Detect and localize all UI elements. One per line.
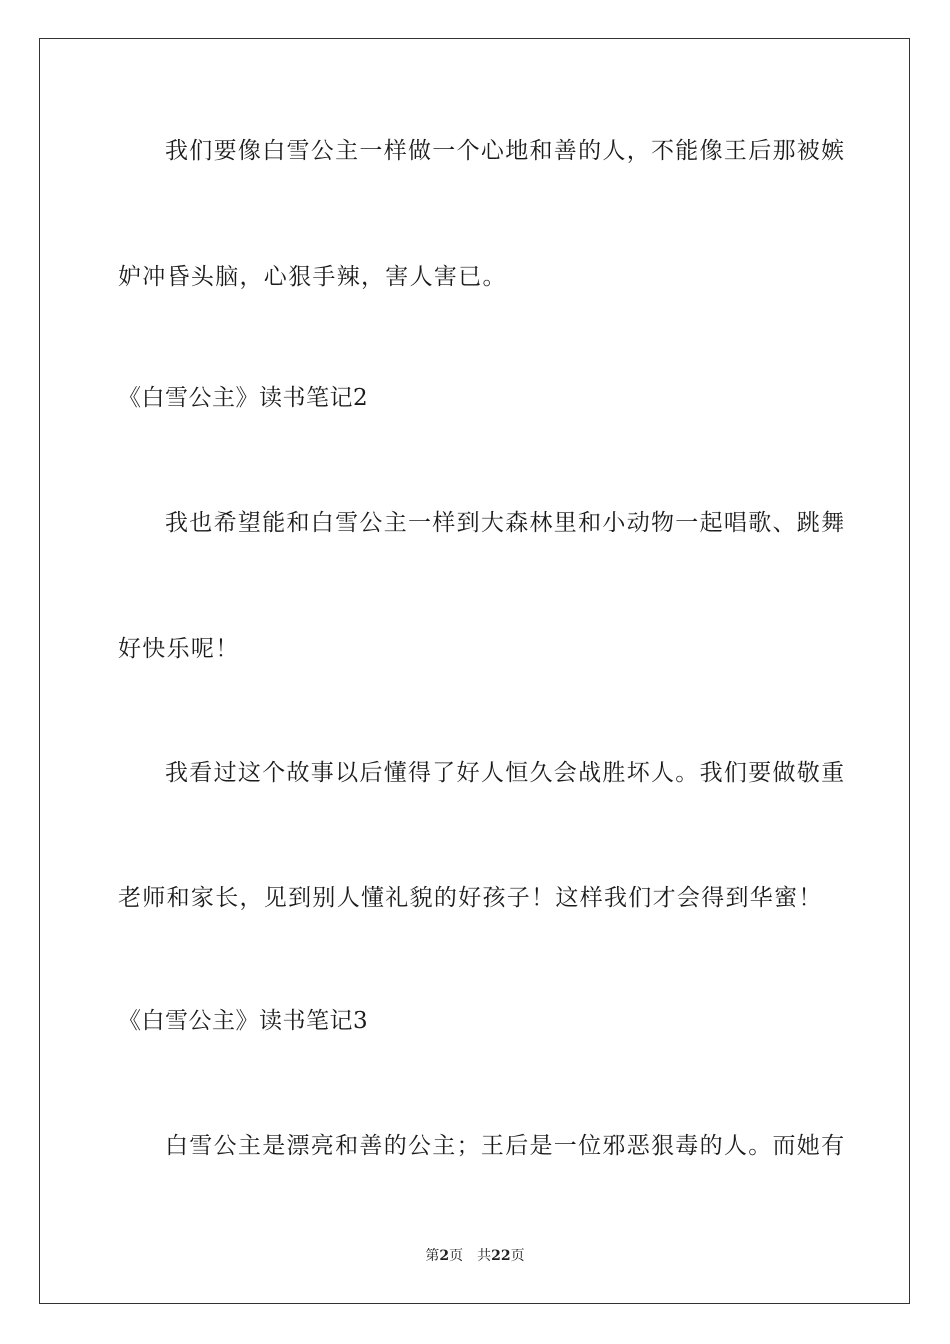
paragraph-3-line-2: 老师和家长，见到别人懂礼貌的好孩子！这样我们才会得到华蜜！ bbox=[118, 885, 823, 911]
paragraph-1-line-2: 妒冲昏头脑，心狠手辣，害人害已。 bbox=[118, 264, 507, 290]
footer-total-unit: 页 bbox=[510, 1248, 525, 1264]
paragraph-1-line-1: 我们要像白雪公主一样做一个心地和善的人，不能像王后那被嫉 bbox=[165, 138, 846, 164]
footer-total-prefix: 共 bbox=[477, 1248, 492, 1264]
section-heading-2: 《白雪公主》读书笔记2 bbox=[118, 385, 369, 411]
page-frame bbox=[39, 38, 910, 1304]
paragraph-2-line-1: 我也希望能和白雪公主一样到大森林里和小动物一起唱歌、跳舞 bbox=[165, 510, 846, 536]
footer-page-unit: 页 bbox=[449, 1248, 464, 1264]
footer-total-pages: 22 bbox=[491, 1248, 511, 1264]
paragraph-2-line-2: 好快乐呢！ bbox=[118, 636, 240, 662]
section-heading-3: 《白雪公主》读书笔记3 bbox=[118, 1008, 369, 1034]
paragraph-3-line-1: 我看过这个故事以后懂得了好人恒久会战胜坏人。我们要做敬重 bbox=[165, 760, 846, 786]
page-footer bbox=[0, 1246, 950, 1266]
footer-current-page: 2 bbox=[439, 1248, 450, 1264]
paragraph-4-line-1: 白雪公主是漂亮和善的公主；王后是一位邪恶狠毒的人。而她有 bbox=[165, 1133, 846, 1159]
footer-prefix: 第 bbox=[425, 1248, 440, 1264]
